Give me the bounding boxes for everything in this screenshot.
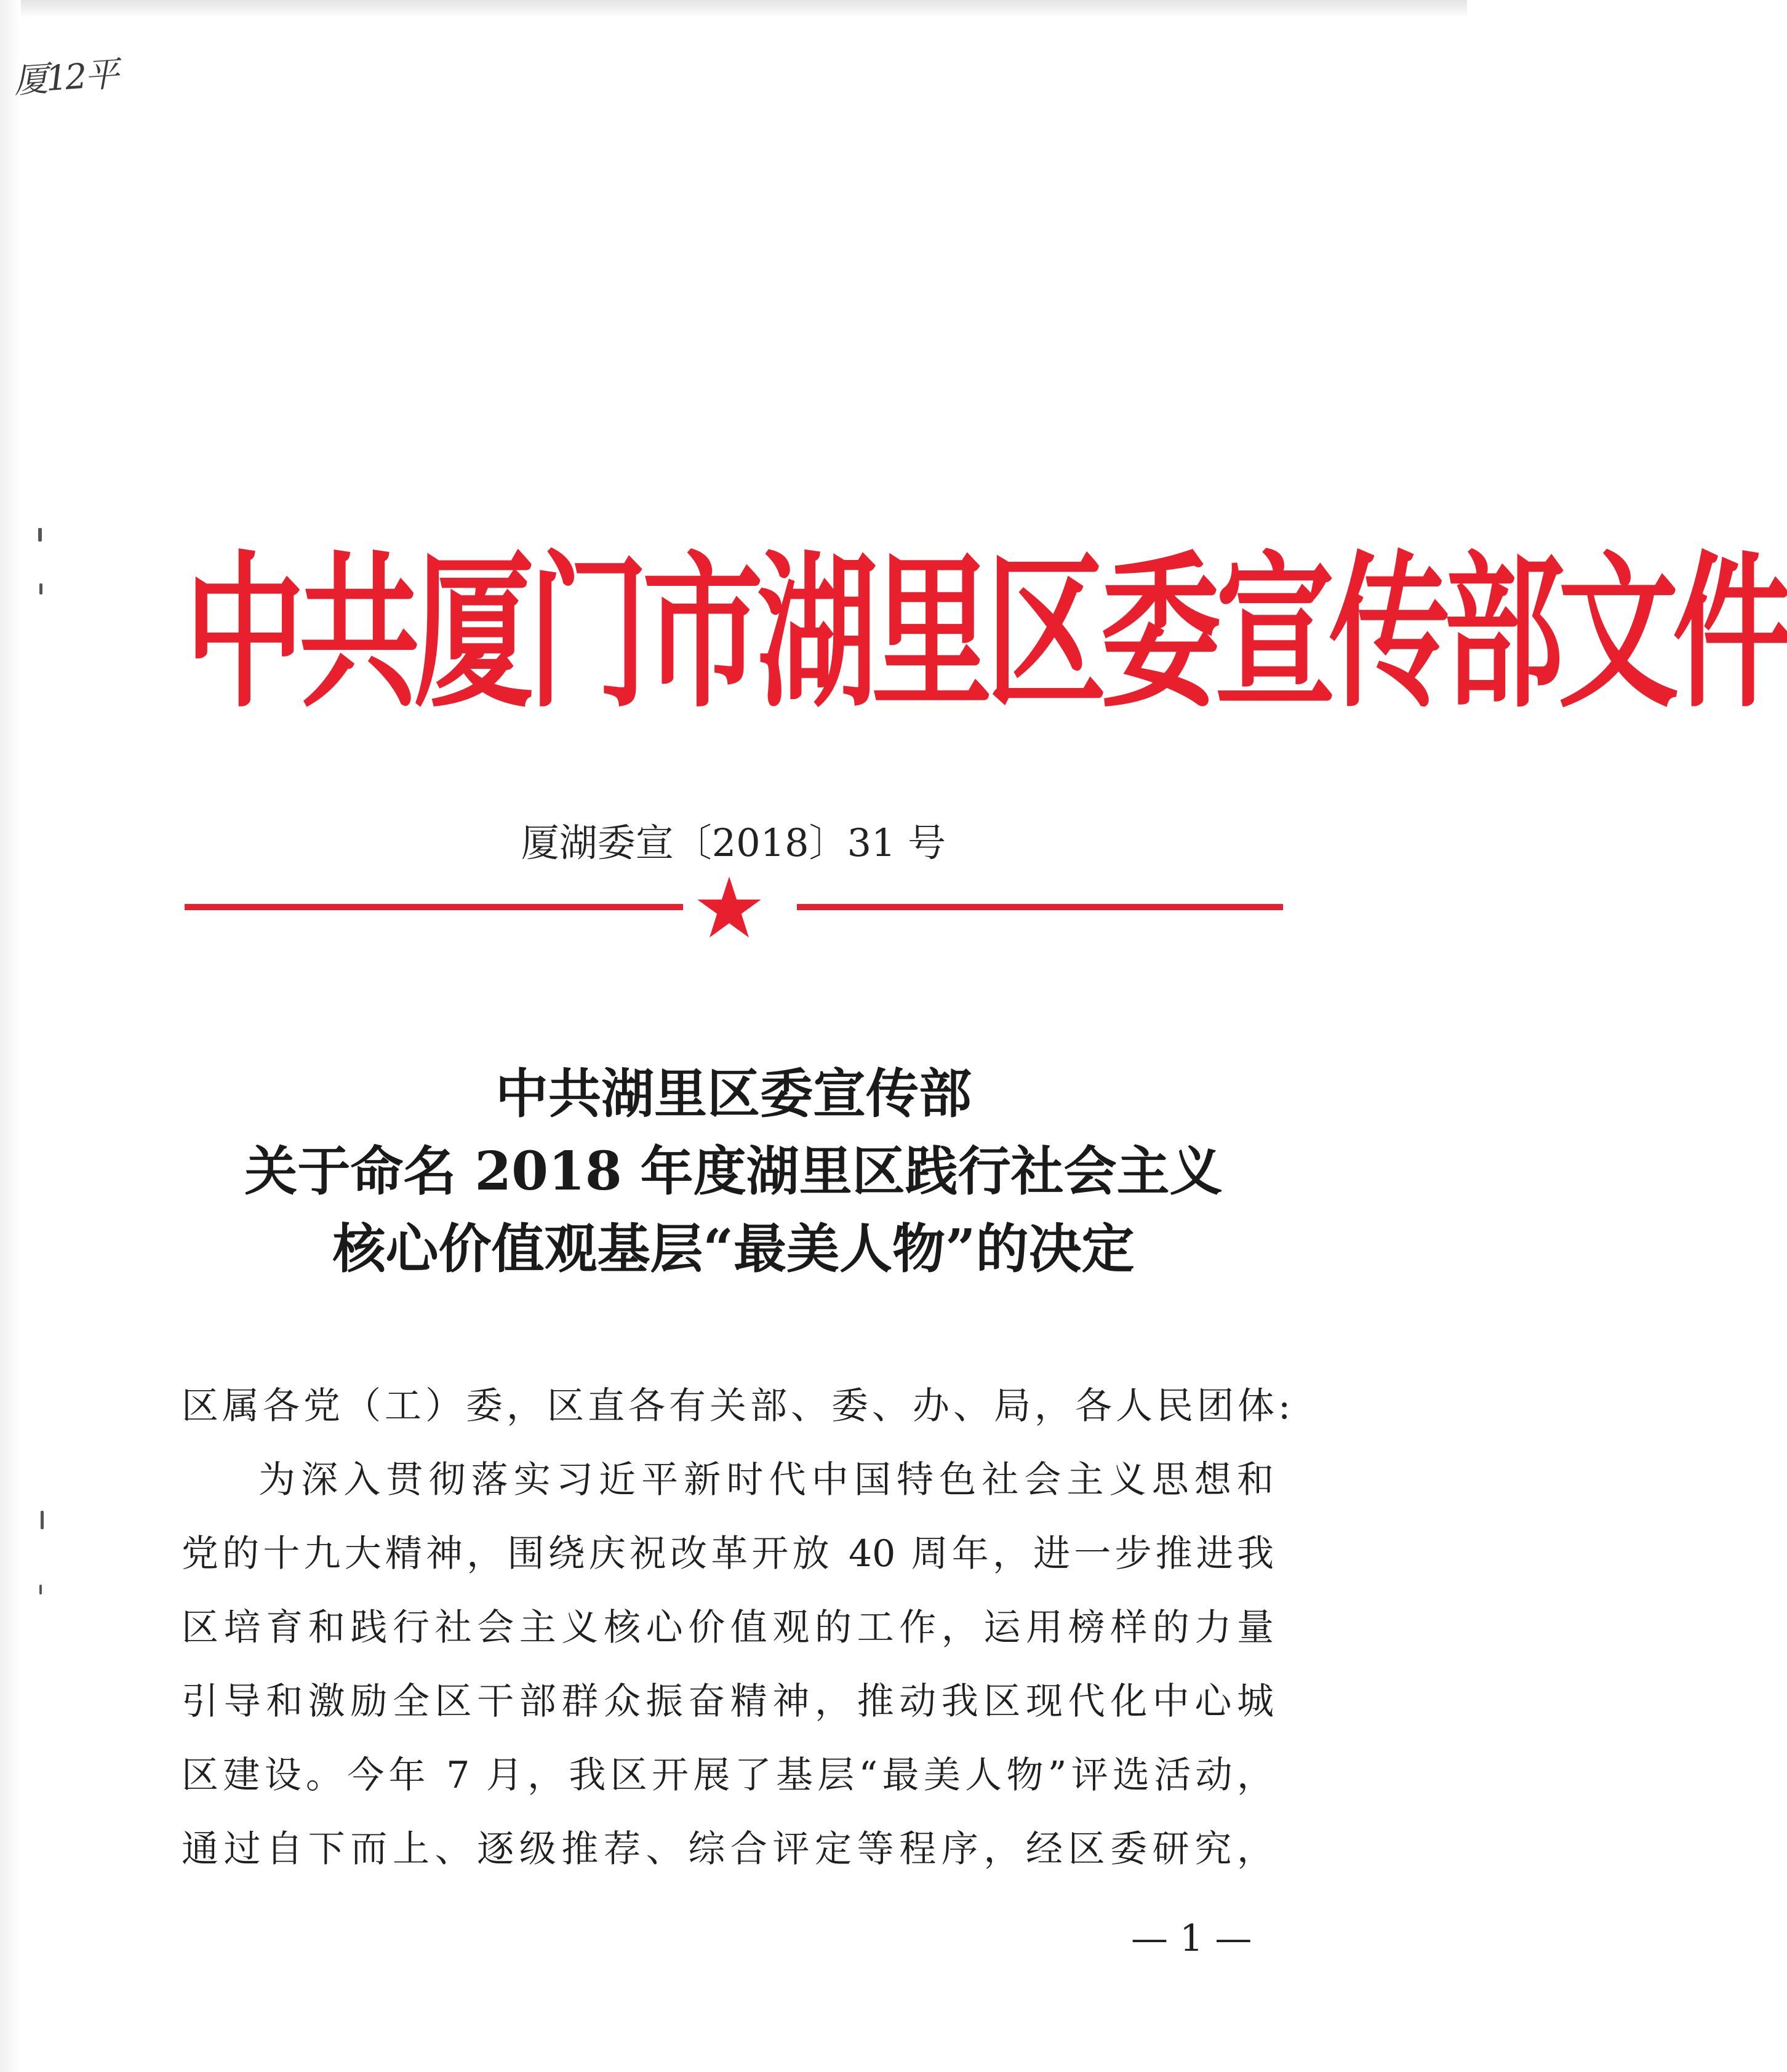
recipient-line: 区属各党（工）委，区直各有关部、委、办、局，各人民团体: (182, 1385, 1295, 1428)
scan-speck (39, 1585, 42, 1594)
scan-speck (41, 1511, 44, 1529)
page-number: — 1 — (1131, 1917, 1252, 1960)
scan-edge-left (0, 0, 21, 2072)
body-line-6: 通过自下而上、逐级推荐、综合评定等程序，经区委研究， (182, 1828, 1274, 1871)
scan-speck (39, 583, 42, 594)
decision-title (0, 1055, 1467, 1288)
body-line-3: 区培育和践行社会主义核心价值观的工作，运用榜样的力量 (182, 1606, 1274, 1649)
body-line-2: 党的十九大精神，围绕庆祝改革开放 40 周年，进一步推进我 (182, 1532, 1274, 1575)
document-number: 厦湖委宣〔2018〕31 号 (521, 820, 946, 865)
body-line-5: 区建设。今年 7 月，我区开展了基层“最美人物”评选活动， (182, 1754, 1274, 1797)
handwritten-note: 厦12平 (12, 54, 118, 102)
scan-speck (38, 528, 42, 542)
scan-edge-top (0, 0, 1467, 18)
title-line-1: 中共湖里区委宣传部 (495, 1063, 972, 1125)
body-line-1: 为深入贯彻落实习近平新时代中国特色社会主义思想和 (258, 1458, 1274, 1502)
body-line-4: 引导和激励全区干部群众振奋精神，推动我区现代化中心城 (182, 1680, 1274, 1723)
title-line-3: 核心价值观基层“最美人物”的决定 (332, 1218, 1135, 1280)
red-rule-left (185, 904, 683, 910)
red-star-icon (695, 874, 763, 942)
masthead-title: 中共厦门市湖里区委宣传部文件 (185, 537, 1787, 731)
red-rule-right (797, 904, 1283, 910)
title-line-2: 关于命名 2018 年度湖里区践行社会主义 (244, 1140, 1223, 1202)
